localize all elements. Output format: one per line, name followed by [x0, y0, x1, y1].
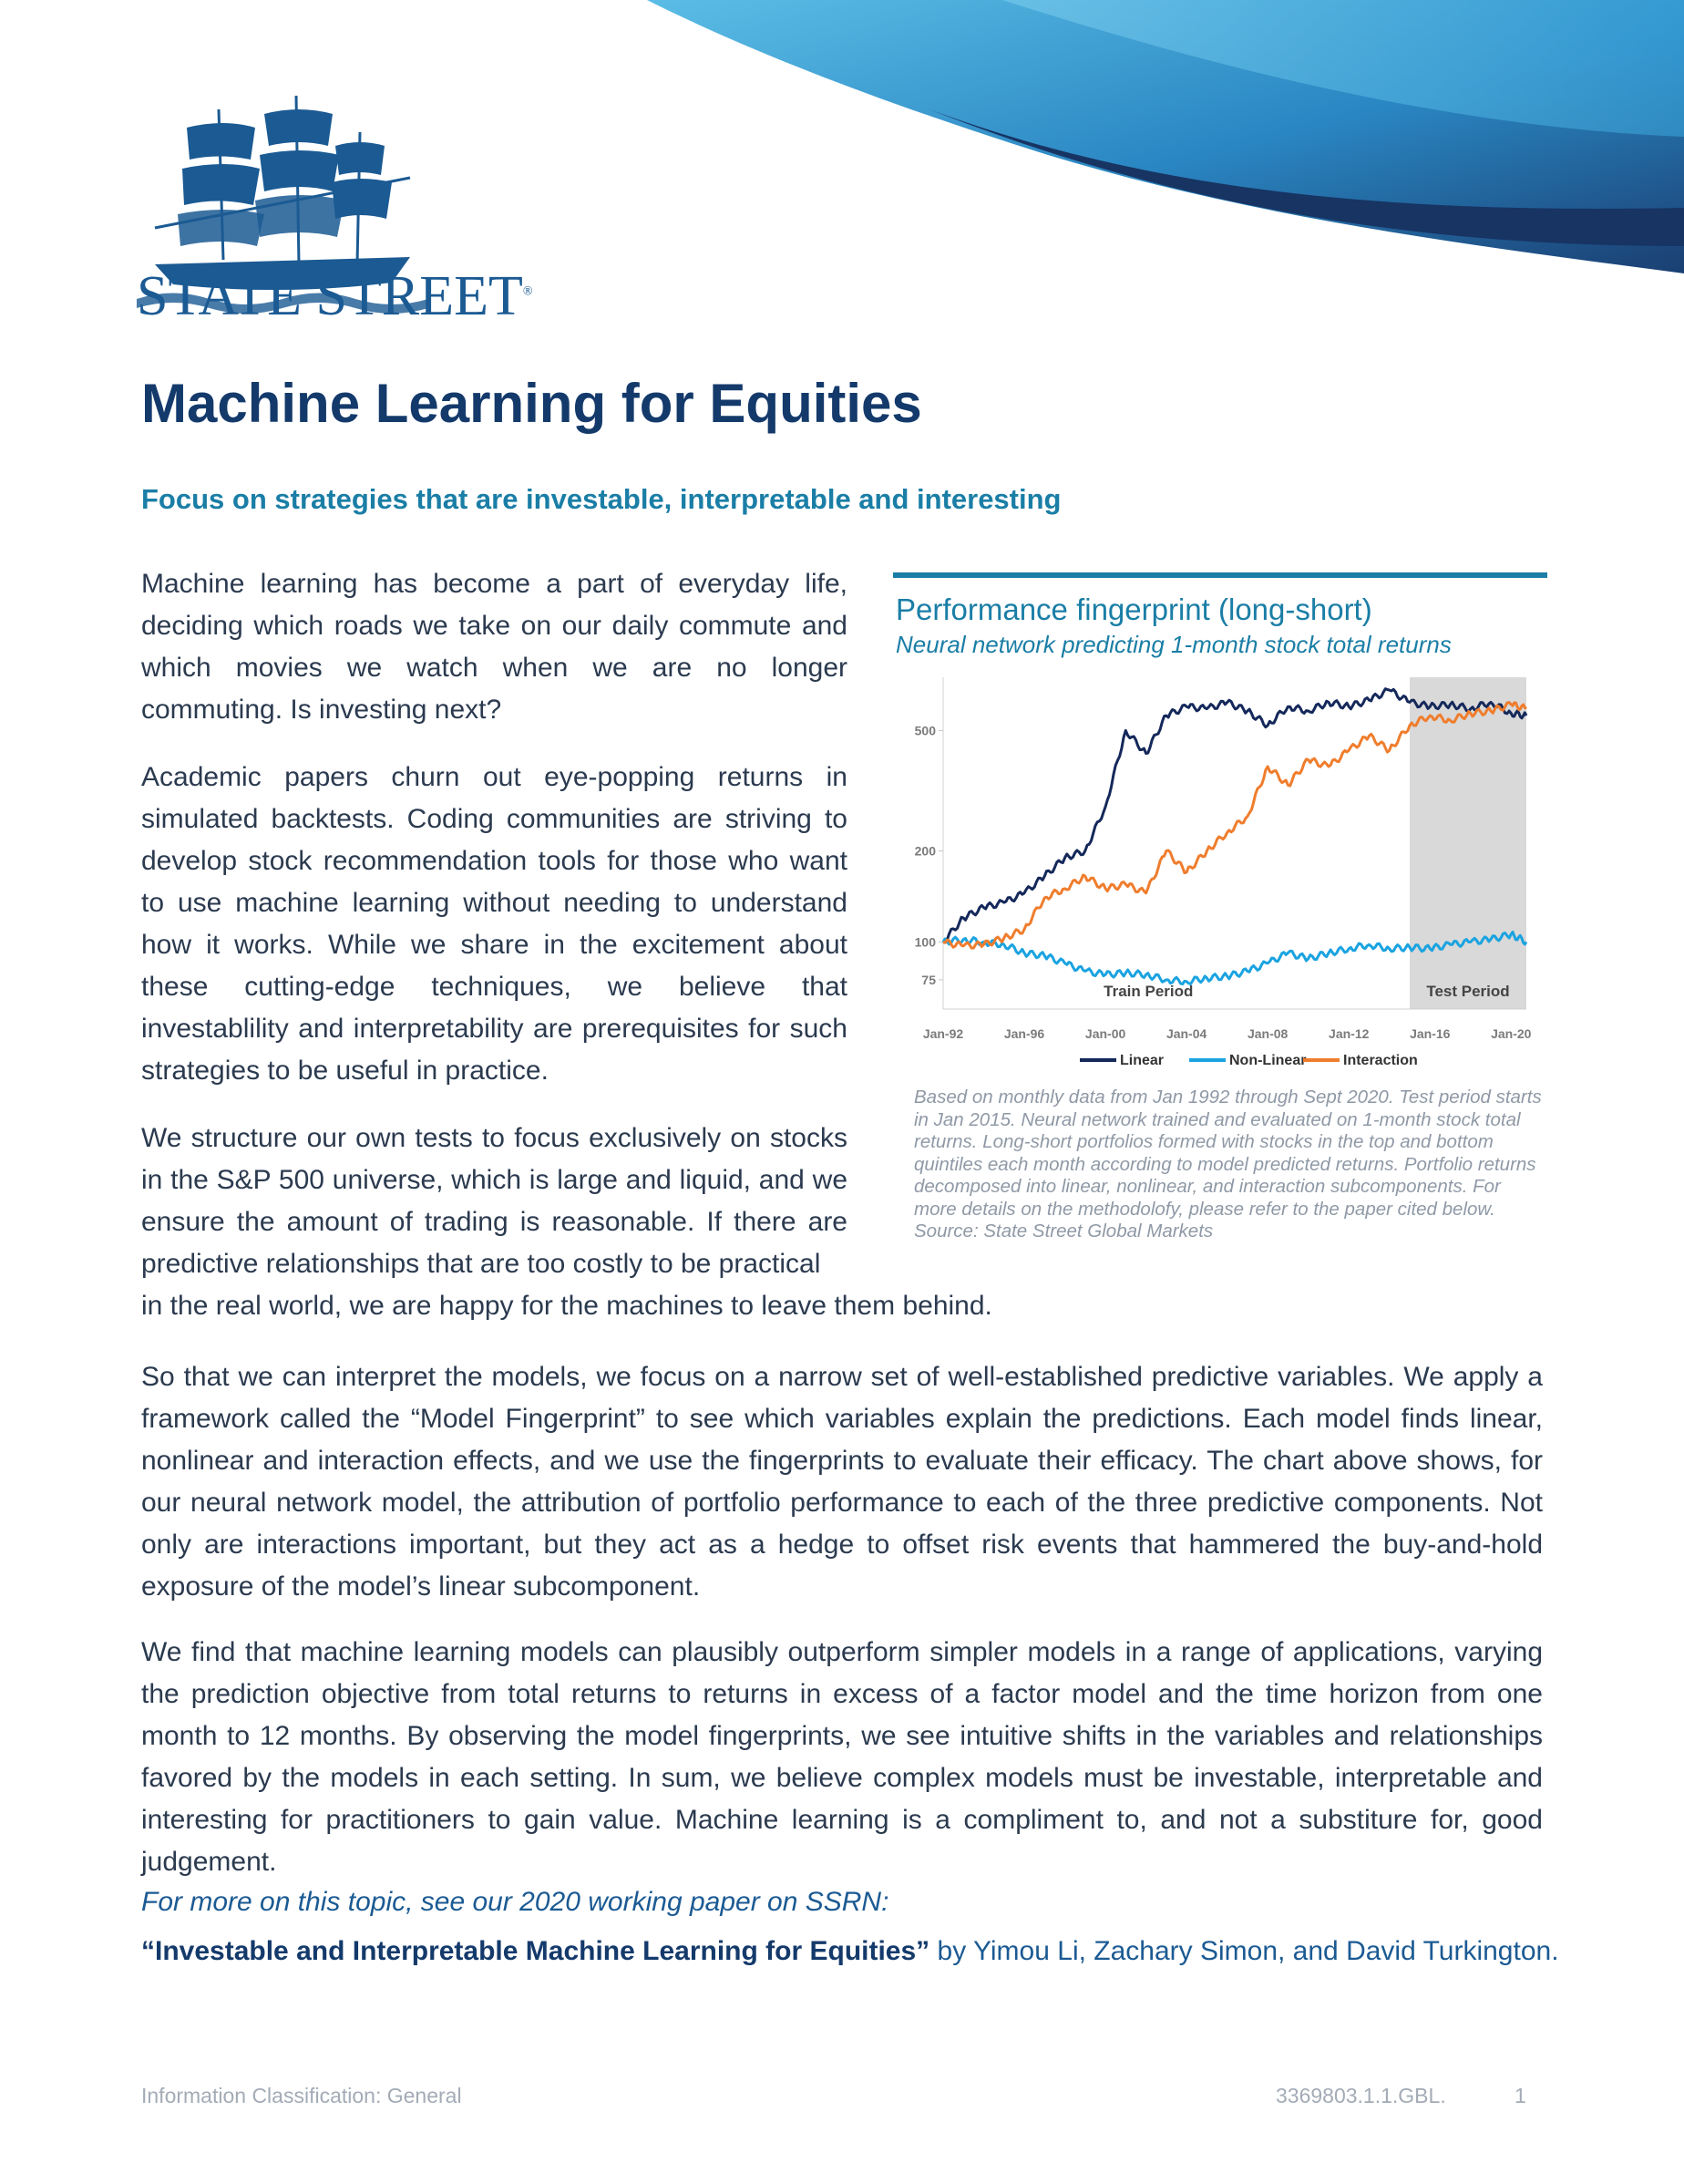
paper-authors: by Yimou Li, Zachary Simon, and David Turkington.: [929, 1936, 1559, 1966]
chart-region-label: Train Period: [1104, 983, 1194, 1000]
x-tick-label: Jan-92: [922, 1026, 964, 1041]
y-tick-label: 500: [914, 723, 936, 738]
chart-region-label: Test Period: [1426, 983, 1510, 1000]
chart-region-2: [1410, 677, 1526, 1009]
x-tick-label: Jan-08: [1247, 1026, 1289, 1041]
x-tick-label: Jan-96: [1003, 1026, 1045, 1041]
x-tick-label: Jan-20: [1491, 1026, 1532, 1041]
sp500-paragraph-last-line: in the real world, we are happy for the machines to leave them behind.: [141, 1291, 992, 1321]
footer-document-id: 3369803.1.1.GBL.: [1276, 2084, 1446, 2107]
more-info-lead: For more on this topic, see our 2020 working paper on SSRN:: [141, 1887, 889, 1917]
conclusion-paragraph: We find that machine learning models can plausibly outperform simpler models in a range of applications, varying the prediction objective from total returns to returns in excess of a factor model and the time horizon from one month to 12 months. By observing the model fingerprints, we see intuitive shifts in the variables and relationships favored by the models in each setting. In sum, we believe complex models must be investable, interpretable and interesting for practitioners to gain value. Machine learning is a compliment to, and not a substiture for, good judgement.: [141, 1637, 1543, 1877]
academic-paragraph: Academic papers churn out eye-popping returns in simulated backtests. Coding communities are striving to develop stock recommendation tools for those who want to use machine learning without needing to understand how it works. While we share in the excitement about these cutting-edge techniques, we believe that investablility and interpretability are prerequisites for such strategies to be useful in practice.: [141, 762, 847, 1086]
paper-citation: [141, 1936, 1559, 1967]
legend-label: Linear: [1120, 1053, 1165, 1068]
legend-label: Non-Linear: [1229, 1053, 1307, 1068]
fingerprint-paragraph: So that we can interpret the models, we focus on a narrow set of well-established predictive variables. We apply a framework called the “Model Fingerprint” to see which variables explain the predictions. Each model finds linear, nonlinear and interaction effects, and we use the fingerprints to evaluate their efficacy. The chart above shows, for our neural network model, the attribution of portfolio performance to each of the three predictive components. Not only are interactions important, but they act as a hedge to offset risk events that hammered the buy-and-hold exposure of the model’s linear subcomponent.: [141, 1362, 1543, 1602]
paper-title[interactable]: “Investable and Interpretable Machine Learning for Equities”: [141, 1936, 930, 1966]
brand-wordmark: STATE STREET®: [137, 265, 533, 327]
y-tick-label: 100: [914, 934, 936, 950]
y-tick-label: 200: [914, 843, 936, 859]
footer-classification: Information Classification: General: [141, 2084, 462, 2107]
x-tick-label: Jan-04: [1165, 1026, 1207, 1041]
x-tick-label: Jan-12: [1329, 1026, 1370, 1041]
chart-subtitle: Neural network predicting 1-month stock total returns: [896, 631, 1452, 658]
x-tick-label: Jan-16: [1410, 1026, 1451, 1041]
x-tick-label: Jan-00: [1084, 1026, 1126, 1041]
performance-chart: [898, 670, 1535, 1080]
chart-footnote: Based on monthly data from Jan 1992 through Sept 2020. Test period starts in Jan 2015. Neural network trained and evaluated on 1-month stock total returns. Long-short portfolios formed with stocks in the top and bottom quintiles each month according to model predicted returns. Portfolio returns decomposed into linear, nonlinear, and interaction subcomponents. For more details on the methodolofy, please refer to the paper cited below. Source: State Street Global Markets: [914, 1087, 1542, 1241]
legend-label: Interaction: [1343, 1053, 1418, 1068]
sp500-paragraph: We structure our own tests to focus exclusively on stocks in the S&P 500 universe, which is large and liquid, and we ensure the amount of trading is reasonable. If there are predictive relationships that are too costly to be practical: [141, 1123, 847, 1279]
footer-page-number: 1: [1515, 2084, 1526, 2107]
page-subtitle: Focus on strategies that are investable, interpretable and interesting: [141, 483, 1062, 515]
chart-top-rule: [893, 572, 1547, 578]
y-tick-label: 75: [921, 972, 936, 987]
intro-paragraph: Machine learning has become a part of everyday life, deciding which roads we take on our daily commute and which movies we watch when we are no longer commuting. Is investing next?: [141, 569, 847, 725]
chart-title: Performance fingerprint (long-short): [896, 592, 1372, 626]
page-title: Machine Learning for Equities: [141, 373, 922, 434]
